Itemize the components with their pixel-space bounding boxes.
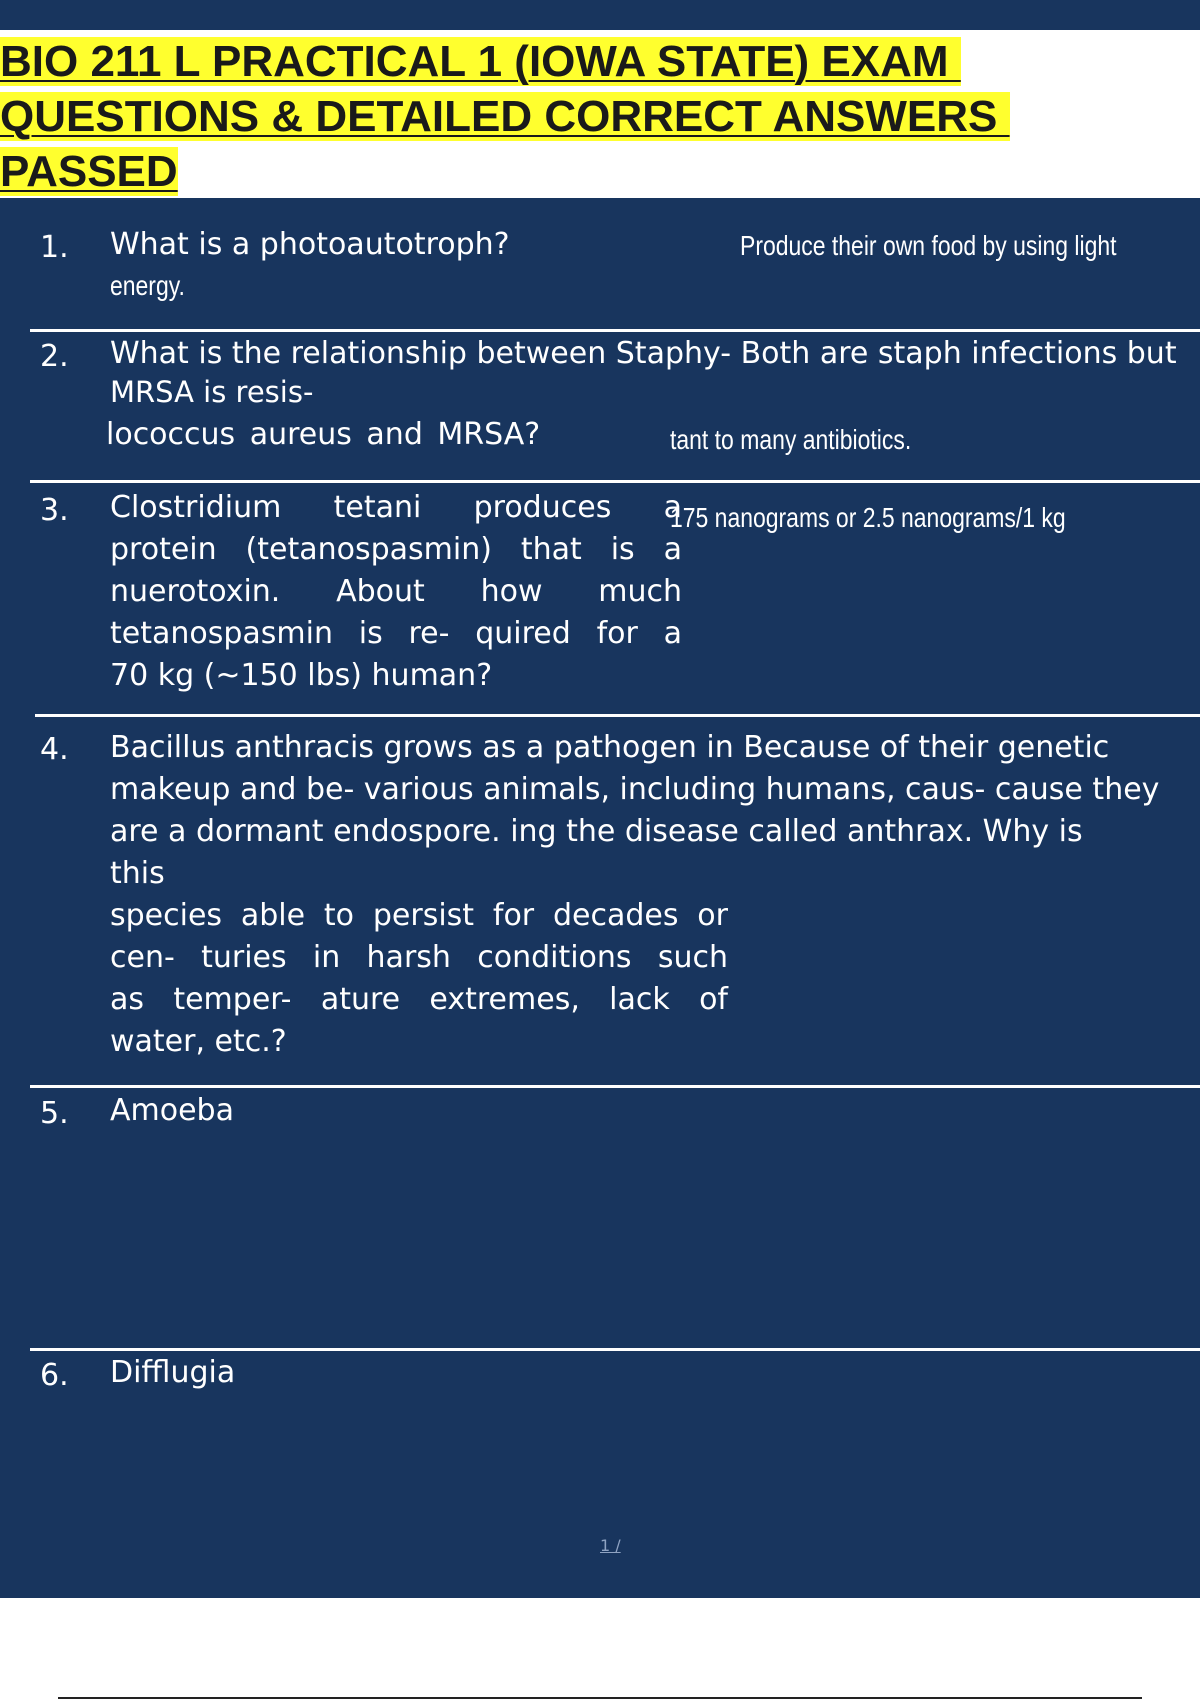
item-number: 1. [40, 230, 69, 265]
question-line: protein (tetanospasmin) that is a [110, 532, 682, 567]
item-number: 3. [40, 493, 69, 528]
top-band [0, 0, 1200, 30]
question-text: What is a photoautotroph? [110, 227, 510, 262]
question-text: MRSA is resis- [110, 375, 314, 409]
question-line: species able to persist for decades or [110, 898, 728, 933]
question-text: Difflugia [110, 1355, 236, 1390]
qa-panel [0, 198, 1200, 1598]
title-line-3: PASSED [0, 147, 178, 196]
item-number: 2. [40, 339, 69, 374]
footer-rule [58, 1697, 1142, 1699]
question-line: makeup and be- various animals, including humans, caus- cause they [110, 772, 1160, 807]
question-text: Amoeba [110, 1093, 234, 1128]
answer-text: Produce their own food by using light [740, 230, 1117, 261]
title-line-1: BIO 211 L PRACTICAL 1 (IOWA STATE) EXAM [0, 37, 961, 86]
answer-text: tant to many antibiotics. [670, 424, 912, 455]
question-line: are a dormant endospore. ing the disease called anthrax. Why is [110, 814, 1083, 849]
question-text: lococcus aureus and MRSA? [106, 417, 541, 452]
question-subblock [110, 895, 728, 1063]
row-divider [30, 480, 1200, 483]
row-divider [35, 714, 1200, 717]
document-title [0, 34, 1190, 199]
question-line: cen- turies in harsh conditions such [110, 940, 728, 975]
question-block [110, 727, 1190, 1063]
page-number: 1 / [600, 1536, 621, 1555]
question-block [110, 487, 682, 697]
answer-text: energy. [110, 270, 185, 301]
row-divider [30, 329, 1200, 332]
row-divider [30, 1348, 1200, 1351]
question-line: Clostridium tetani produces a [110, 490, 682, 525]
item-number: 6. [40, 1358, 69, 1393]
question-line: tetanospasmin is re- quired for a [110, 616, 682, 651]
question-line: nuerotoxin. About how much [110, 574, 682, 609]
question-text: What is the relationship between Staphy- Both are staph infections but [110, 336, 1177, 371]
title-line-2: QUESTIONS & DETAILED CORRECT ANSWERS [0, 92, 1010, 141]
question-line: 70 kg (~150 lbs) human? [110, 658, 493, 693]
question-line: Bacillus anthracis grows as a pathogen in Because of their genetic [110, 730, 1110, 765]
question-line: this [110, 856, 165, 891]
question-line: water, etc.? [110, 1024, 287, 1059]
answer-text: 175 nanograms or 2.5 nanograms/1 kg [670, 502, 1066, 533]
item-number: 5. [40, 1096, 69, 1131]
row-divider [30, 1085, 1200, 1088]
item-number: 4. [40, 732, 69, 767]
question-line: as temper- ature extremes, lack of [110, 982, 728, 1017]
